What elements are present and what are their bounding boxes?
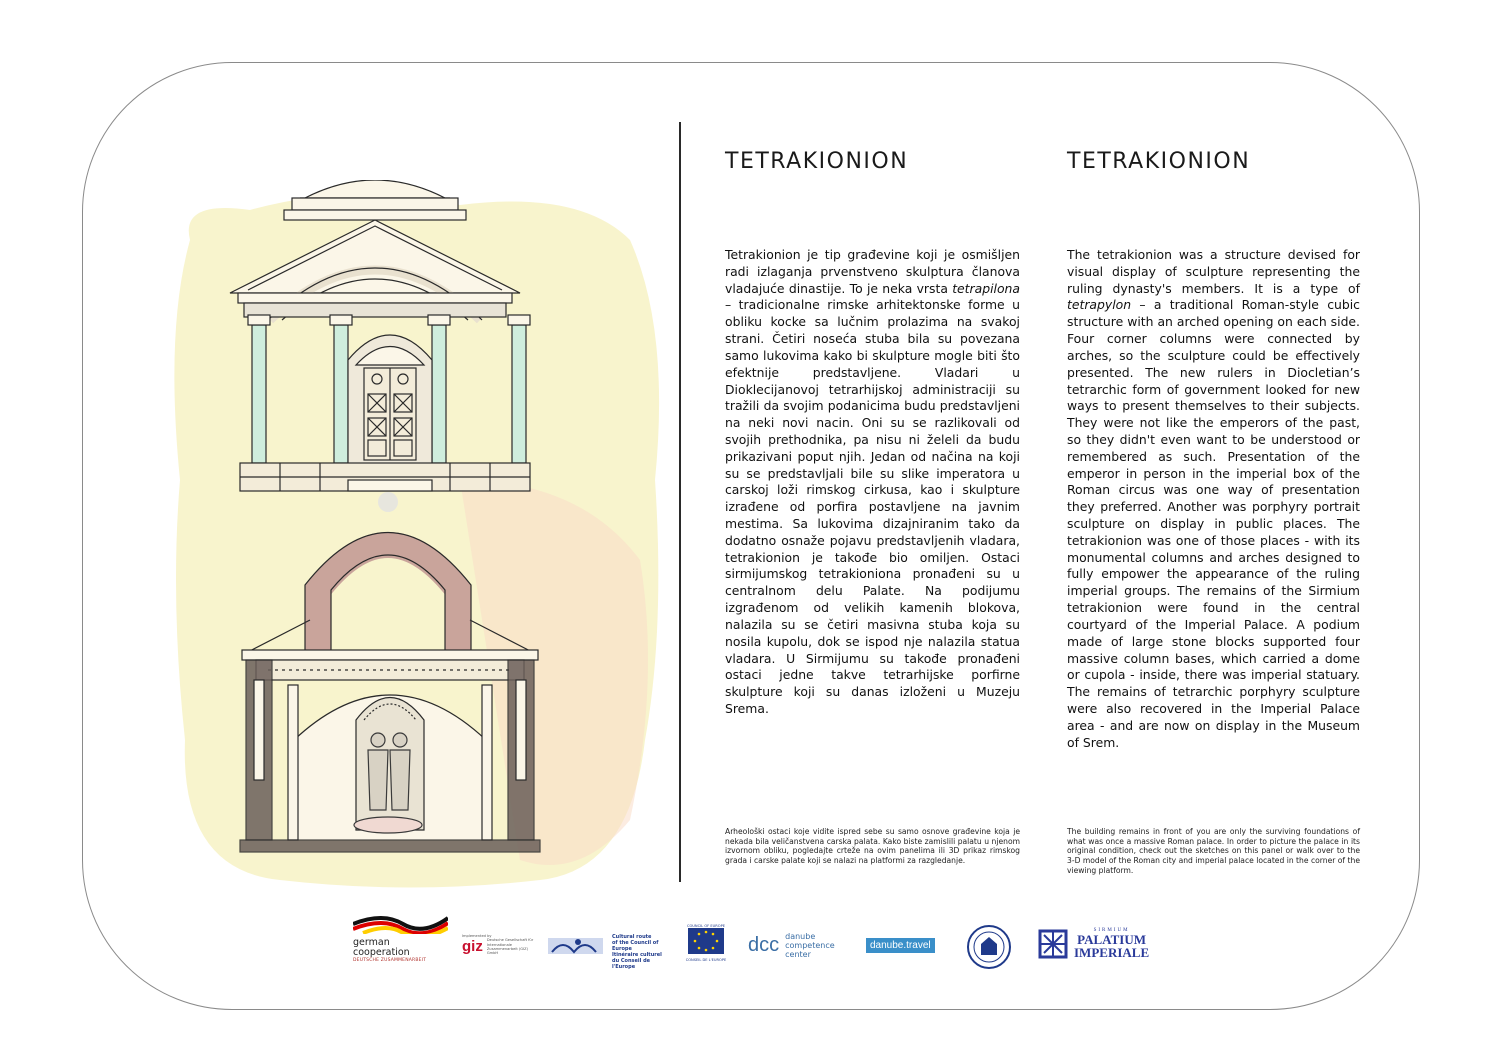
cultural-route-icon bbox=[548, 934, 608, 956]
column-divider bbox=[679, 122, 681, 882]
body-serbian-p1: Tetrakionion je tip građevine koji je osmišljen radi izlaganja prvenstveno skulptura članova vladajuće dinastije. To je neka vrsta bbox=[725, 247, 1020, 296]
logo-german-cooperation bbox=[353, 914, 448, 963]
body-serbian-p2: – tradicionalne rimske arhitektonske forme u obliku kocke sa lučnim prolazima na svakoj strani. Četiri noseća stuba bila su povezana samo lukovima kako bi skulpture mogle biti što efektnije predstavljene. Vladari u Dioklecijanovoj tetrarhijskoj administraciji su tražili da svojim podanicima budu predstavljeni na neki novi nacin. Oni su se razlikovali od svojih prethodnika, pa nisu ni želeli da budu prikazivani poput njih. Jedan od načina na koji su se predstavljali bile su slike imperatora u carskoj loži rimskog cirkusa, kao i skulpture izrađene od porfira postavljene na javnim mestima. Sa lukovima dizajniranim tako da dodatno osnaže pojavu predstavljenih vladara, tetrakionion je takođe bio omiljen. Ostaci sirmijumskog tetrakioniona pronađeni su u centralnom delu Palate. Na podijumu izgrađenom od velikih kamenih blokova, nalazila su se četiri masivna stuba koja su nosila kupolu, dok se ispod nje nalazila statua vladara. U Sirmijumu su takođe pronađeni ostaci jedne takve tetrarhijske porfirne skulpture koji su danas izloženi u Muzeju Srema. bbox=[725, 297, 1020, 716]
coe-bottom-label: CONSEIL DE L'EUROPE bbox=[685, 958, 727, 963]
tetrakionion-illustration bbox=[160, 180, 670, 890]
logo-palatium-imperiale bbox=[1038, 928, 1149, 959]
german-cooperation-line1: german bbox=[353, 937, 390, 948]
dcc-line1: danube bbox=[785, 932, 816, 941]
body-english-p2: – a traditional Roman-style cubic structure with an arched opening on each side. Four corner columns were connected by arches, so the sculpture could be effectively presented. The new rulers in Diocletian’s tetrarchic form of government looked for new ways to present themselves to their subjects. They were not like the emperors of the past, so they didn't even want to be understood or remembered as such. Presentation of the emperor in person in the imperial box of the Roman circus was one way of presentation they preferred. Another was porphyry portrait sculpture on display in public places. The tetrakionion was one of those places - with its monumental columns and arches designed to fully empower the appearance of the ruling imperial groups. The remains of the Sirmium tetrakionion were found in the central courtyard of the Imperial Palace. A podium made of large stone blocks supported four massive column bases, which carried a dome or cupola - inside, there was imperial statuary. The remains of tetrarchic porphyry sculpture were also recovered in the Imperial Palace area - and are now on display in the Museum of Srem. bbox=[1067, 297, 1360, 750]
logo-council-of-europe bbox=[677, 924, 735, 962]
dcc-line3: center bbox=[785, 950, 811, 959]
logo-danube-travel: danube.travel bbox=[866, 938, 935, 953]
eu-stars-icon bbox=[688, 928, 724, 954]
palatium-line2: IMPERIALE bbox=[1074, 945, 1150, 960]
logo-cultural-route bbox=[612, 934, 674, 970]
logo-dcc bbox=[748, 932, 858, 959]
body-english bbox=[1067, 247, 1360, 751]
dcc-mark: dcc bbox=[748, 934, 780, 956]
body-serbian bbox=[725, 247, 1020, 718]
body-english-p1: The tetrakionion was a structure devised for visual display of sculpture representing the ruling dynasty's members. It is a type of bbox=[1067, 247, 1360, 296]
body-english-term: tetrapylon bbox=[1067, 297, 1132, 313]
dcc-line2: competence bbox=[785, 941, 835, 950]
title-serbian: TETRAKIONION bbox=[725, 149, 909, 174]
museum-seal-icon bbox=[966, 924, 1012, 974]
note-english: The building remains in front of you are only the surviving foundations of what was once a massive Roman palace. In order to picture the palace in its original condition, check out the sketches on this panel or walk over to the 3-D model of the Roman city and imperial palace located in the corner of the viewing platform. bbox=[1067, 827, 1360, 875]
logo-giz bbox=[462, 934, 542, 955]
palatium-small: SIRMIUM bbox=[1093, 928, 1130, 933]
giz-full-name: Deutsche Gesellschaft für Internationale Zusammenarbeit (GIZ) GmbH bbox=[486, 938, 534, 955]
body-serbian-term: tetrapilona bbox=[952, 280, 1020, 296]
title-english: TETRAKIONION bbox=[1067, 149, 1251, 174]
cultural-route-line2: of the Council of Europe bbox=[612, 940, 659, 952]
giz-wordmark: giz bbox=[462, 938, 483, 956]
cultural-route-line3: Itinéraire culturel bbox=[612, 952, 662, 958]
sponsor-logos bbox=[340, 910, 1160, 970]
giz-implemented-by: Implemented by bbox=[462, 934, 492, 938]
palatium-line1: PALATIUM bbox=[1077, 932, 1146, 947]
palatium-knot-icon bbox=[1038, 929, 1068, 959]
cultural-route-line1: Cultural route bbox=[612, 934, 652, 940]
german-flag-swoosh-icon bbox=[353, 914, 448, 934]
coe-top-label: COUNCIL OF EUROPE bbox=[686, 924, 726, 928]
cultural-route-line4: du Conseil de l'Europe bbox=[612, 958, 651, 970]
note-serbian: Arheološki ostaci koje vidite ispred sebe su samo osnove građevine koja je nekada bila veličanstvena carska palata. Kako biste zamislili palatu u njenom izvornom obliku, pogledajte crteže na ovim panelima ili 3D prikaz rimskog grada i carske palate koji se nalazi na platformi za razgledanje. bbox=[725, 827, 1020, 866]
german-cooperation-sub: DEUTSCHE ZUSAMMENARBEIT bbox=[353, 958, 427, 963]
german-cooperation-line2: cooperation bbox=[353, 947, 410, 958]
